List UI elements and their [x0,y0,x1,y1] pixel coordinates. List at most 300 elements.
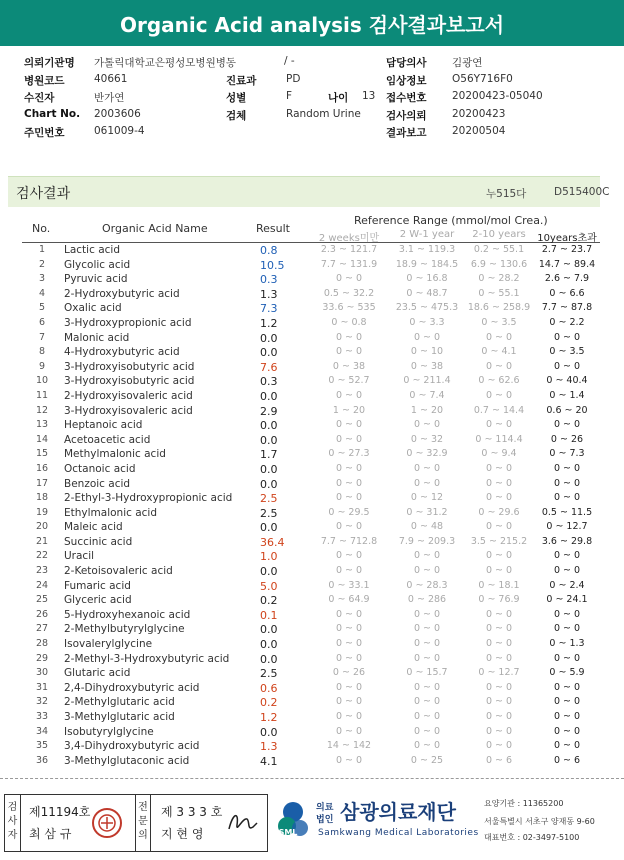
row-number: 20 [35,521,49,533]
info-row-4 [24,107,604,125]
row-number: 11 [35,389,49,401]
acid-name: 2-Ketoisovaleric acid [64,565,173,578]
ref-range-under-2-weeks: 0 ~ 0 [335,389,363,401]
table-row [22,301,600,316]
ref-range-2-10y: 0 ~ 28.2 [478,273,520,285]
ref-range-2-10y: 0 ~ 0 [485,638,513,650]
info-row-2 [24,72,604,90]
ref-range-over-10y: 0 ~ 0 [553,652,581,664]
ref-range-under-2-weeks: 14 ~ 142 [326,740,372,752]
info-label: 임상정보 [386,74,427,87]
table-row [22,418,600,433]
ref-range-title: Reference Range (mmol/mol Crea.) [354,214,548,227]
result-value: 0.0 [260,652,278,666]
ref-range-2-10y: 0 ~ 0 [485,608,513,620]
ref-range-under-2-weeks: 33.6 ~ 535 [322,302,376,314]
ref-range-under-2-weeks: 0 ~ 52.7 [328,375,370,387]
ref-range-2w-1y: 1 ~ 20 [410,404,444,416]
ref-range-2-10y: 0.2 ~ 55.1 [473,244,525,255]
row-number: 26 [35,608,49,620]
ref-range-2w-1y: 0 ~ 0 [413,740,441,752]
ref-range-under-2-weeks: 7.7 ~ 712.8 [320,535,378,547]
ref-range-over-10y: 0 ~ 0 [553,623,581,635]
result-value: 0.2 [260,594,278,608]
ref-range-over-10y: 0 ~ 0 [553,740,581,752]
row-number: 23 [35,565,49,577]
table-row [22,710,600,725]
table-row [22,404,600,419]
result-value: 7.3 [260,302,278,316]
ref-range-2-10y: 0 ~ 0 [485,652,513,664]
info-label: Chart No. [24,107,81,120]
org-address: 서울특별시 서초구 양재동 9-60 [484,817,595,826]
table-row [22,477,600,492]
acid-name: 2-Hydroxybutyric acid [64,287,180,300]
age-label: 나이 [328,92,349,104]
table-row [22,564,600,579]
ref-range-under-2-weeks: 0 ~ 0 [335,652,363,664]
ref-range-2w-1y: 0 ~ 286 [407,594,447,606]
acid-name: Maleic acid [64,521,123,534]
ref-range-2-10y: 0 ~ 0 [485,740,513,752]
info-label: 결과보고 [386,127,427,139]
ref-range-under-2-weeks: 0 ~ 0 [335,331,363,343]
row-number: 8 [38,346,46,358]
ref-range-2-10y: 0 ~ 6 [485,754,513,766]
report-title-bar [0,0,624,46]
ref-range-2w-1y: 18.9 ~ 184.5 [395,258,459,270]
table-row [22,258,600,273]
ref-range-under-2-weeks: 0 ~ 26 [332,667,366,679]
info-label: 검체 [226,109,247,122]
row-number: 19 [35,506,49,518]
ref-range-over-10y: 0 ~ 0 [553,550,581,562]
ref-range-2w-1y: 0 ~ 25 [410,754,444,766]
ref-range-under-2-weeks: 0 ~ 0 [335,754,363,766]
table-row [22,695,600,710]
result-value: 0.3 [260,375,278,389]
ref-range-over-10y: 2.7 ~ 23.7 [541,244,593,255]
info-label: 성별 [226,92,247,104]
row-number: 17 [35,477,49,489]
table-row [22,374,600,389]
table-row [22,549,600,564]
ref-range-under-2-weeks: 0 ~ 0 [335,565,363,577]
ref-range-over-10y: 0 ~ 0 [553,608,581,620]
info-value: 가톨릭대학교은평성모병원병동 [94,57,237,69]
ref-range-2-10y: 18.6 ~ 258.9 [467,302,531,314]
ref-range-2w-1y: 0 ~ 0 [413,696,441,708]
seal-stamp [91,803,123,843]
ref-range-over-10y: 0 ~ 0 [553,360,581,372]
info-value: 반가연 [94,92,125,104]
signature-scribble [225,807,261,837]
row-number: 9 [38,360,46,372]
acid-name: 3-Methylglutaric acid [64,711,175,723]
ref-range-2w-1y: 0 ~ 16.8 [406,273,448,285]
ref-range-2-10y: 0 ~ 0 [485,623,513,635]
ref-range-2-10y: 0 ~ 12.7 [478,667,520,679]
table-row [22,243,600,258]
ref-range-2w-1y: 0 ~ 0 [413,638,441,650]
acid-name: Lactic acid [64,244,120,256]
ref-range-over-10y: 7.7 ~ 87.8 [541,302,593,314]
result-value: 1.3 [260,287,278,301]
ref-range-over-10y: 0 ~ 12.7 [546,521,588,533]
acid-name: Acetoacetic acid [64,433,151,446]
acid-name: 2-Hydroxyisovaleric acid [64,389,193,402]
result-value: 0.0 [260,462,278,476]
info-value: 061009-4 [94,125,145,137]
row-number: 34 [35,725,49,737]
patient-info [24,54,604,142]
row-number: 30 [35,667,49,679]
ref-range-over-10y: 3.6 ~ 29.8 [541,535,593,547]
ref-range-2-10y: 0 ~ 62.6 [478,375,520,387]
row-number: 3 [38,273,46,285]
ref-range-2w-1y: 0 ~ 32.9 [406,448,448,460]
col-result-header: Result [256,222,290,235]
info-label: 의뢰기관명 [24,57,75,69]
section-title: 검사결과 [16,186,71,202]
ref-range-over-10y: 0 ~ 2.2 [549,316,585,328]
ref-range-over-10y: 0 ~ 24.1 [546,594,588,606]
table-row [22,389,600,404]
table-row [22,593,600,608]
result-value: 1.2 [260,316,278,330]
row-number: 21 [35,535,49,547]
acid-name: 4-Hydroxybutyric acid [64,346,180,359]
ref-range-2w-1y: 0 ~ 31.2 [406,506,448,518]
result-value: 5.0 [260,579,278,593]
ref-range-over-10y: 0 ~ 0 [553,419,581,431]
acid-name: 3-Hydroxyisobutyric acid [64,360,195,373]
ref-range-under-2-weeks: 0 ~ 0 [335,608,363,620]
result-value: 0.0 [260,565,278,579]
ref-range-over-10y: 0 ~ 1.4 [549,389,585,401]
ref-range-2w-1y: 0 ~ 0 [413,565,441,577]
result-value: 0.2 [260,696,278,710]
ref-range-over-10y: 0 ~ 7.3 [549,448,585,460]
ref-range-2-10y: 0 ~ 3.5 [481,316,517,328]
results-section-bar [8,176,610,207]
ref-range-under-2-weeks: 0 ~ 27.3 [328,448,370,460]
ref-range-over-10y: 0 ~ 0 [553,477,581,489]
info-value: 김광연 [452,57,483,69]
ref-range-2w-1y: 0 ~ 10 [410,346,444,358]
ref-range-over-10y: 0 ~ 3.5 [549,346,585,358]
acid-name: 2-Methyl-3-Hydroxybutyric acid [64,652,230,665]
row-number: 22 [35,550,49,562]
row-number: 18 [35,492,49,504]
acid-name: Isovalerylglycine [64,638,153,651]
ref-range-2w-1y: 0 ~ 0 [413,652,441,664]
table-row [22,520,600,535]
acid-name: 3,4-Dihydroxybutyric acid [64,740,200,753]
result-value: 2.5 [260,506,278,520]
ref-range-over-10y: 0 ~ 0 [553,331,581,343]
ref-range-over-10y: 14.7 ~ 89.4 [538,258,596,270]
ref-col-header: 2 weeks미만 [318,233,380,244]
ref-range-2w-1y: 0 ~ 0 [413,623,441,635]
ref-range-under-2-weeks: 0 ~ 64.9 [328,594,370,606]
ref-range-2-10y: 0 ~ 0 [485,550,513,562]
ref-range-2w-1y: 0 ~ 211.4 [403,375,451,387]
result-value: 0.0 [260,433,278,447]
ref-range-over-10y: 0 ~ 26 [550,433,584,445]
ref-range-2-10y: 0 ~ 0 [485,360,513,372]
result-value: 0.3 [260,273,278,287]
table-row [22,739,600,754]
signature-box [4,794,268,852]
row-number: 16 [35,462,49,474]
ref-range-under-2-weeks: 1 ~ 20 [332,404,366,416]
table-row [22,506,600,521]
ref-range-over-10y: 0 ~ 1.3 [549,638,585,650]
result-value: 2.9 [260,404,278,418]
acid-name: Pyruvic acid [64,273,128,286]
table-row [22,272,600,287]
table-body [22,243,600,768]
result-value: 1.2 [260,711,278,724]
acid-name: 2,4-Dihydroxybutyric acid [64,681,200,694]
info-row-1 [24,54,604,72]
ref-range-2-10y: 0.7 ~ 14.4 [473,404,525,416]
corp-label: 의료 [316,803,334,813]
ref-range-2w-1y: 0 ~ 3.3 [409,316,445,328]
row-number: 1 [38,244,46,255]
info-label: 접수번호 [386,92,427,104]
ref-range-2-10y: 3.5 ~ 215.2 [470,535,528,547]
table-row [22,579,600,594]
ref-range-2-10y: 0 ~ 0 [485,331,513,343]
table-row [22,652,600,667]
ref-range-under-2-weeks: 0.5 ~ 32.2 [323,287,375,299]
acid-name: Octanoic acid [64,462,136,475]
age-value: 13 [362,90,376,102]
ward-value: / - [284,55,295,67]
ref-range-2w-1y: 0 ~ 0 [413,477,441,489]
ref-range-over-10y: 0 ~ 6.6 [549,287,585,299]
table-row [22,491,600,506]
row-number: 6 [38,316,46,328]
ref-range-2w-1y: 0 ~ 0 [413,550,441,562]
ref-range-2-10y: 0 ~ 76.9 [478,594,520,606]
ref-range-under-2-weeks: 2.3 ~ 121.7 [320,244,378,255]
info-value: 2003606 [94,107,141,120]
ref-range-2w-1y: 0 ~ 0 [413,419,441,431]
acid-name: Heptanoic acid [64,419,143,432]
ref-range-under-2-weeks: 0 ~ 0 [335,681,363,693]
org-name-en: Samkwang Medical Laboratories [318,828,479,838]
table-header [22,212,600,243]
ref-range-over-10y: 0 ~ 0 [553,696,581,708]
result-value: 0.0 [260,477,278,491]
checker-label: 검사자 [5,795,21,851]
table-row [22,287,600,302]
ref-range-2-10y: 0 ~ 114.4 [475,433,523,445]
row-number: 36 [35,754,49,766]
table-row [22,754,600,769]
result-value: 10.5 [260,258,285,272]
ref-range-under-2-weeks: 0 ~ 0 [335,273,363,285]
row-number: 28 [35,638,49,650]
ref-range-under-2-weeks: 0 ~ 0 [335,346,363,358]
info-row-3 [24,89,604,107]
checker-name: 최 삼 규 [29,827,72,841]
ref-col-header: 2-10 years [472,229,526,240]
ref-range-2w-1y: 0 ~ 0 [413,681,441,693]
result-value: 4.1 [260,754,278,768]
acid-name: 3-Methylglutaconic acid [64,754,190,767]
reviewer-label: 전문의 [135,795,151,851]
acid-name: Succinic acid [64,535,133,548]
col-no-header: No. [32,222,51,235]
row-number: 12 [35,404,49,416]
ref-range-2-10y: 0 ~ 0 [485,696,513,708]
ref-range-2w-1y: 0 ~ 0 [413,725,441,737]
acid-name: 2-Ethyl-3-Hydroxypropionic acid [64,492,233,505]
ref-range-2-10y: 0 ~ 55.1 [478,287,520,299]
acid-name: Isobutyrylglycine [64,725,154,738]
ref-range-2w-1y: 3.1 ~ 119.3 [398,244,456,255]
info-value: 20200423-05040 [452,90,543,102]
ref-col-header: 2 W-1 year [399,229,455,240]
ref-range-over-10y: 0 ~ 6 [553,754,581,766]
acid-name: Oxalic acid [64,302,122,315]
info-value: PD [286,72,301,85]
result-value: 0.0 [260,389,278,403]
row-number: 5 [38,302,46,314]
org-registration: 요양기관 : 11365200 [484,799,564,808]
ref-range-2w-1y: 7.9 ~ 209.3 [398,535,456,547]
table-row [22,608,600,623]
acid-name: 2-Methylbutyrylglycine [64,623,185,636]
table-row [22,360,600,375]
org-phone: 대표번호 : 02-3497-5100 [484,833,580,842]
ref-range-2-10y: 0 ~ 0 [485,419,513,431]
acid-name: 5-Hydroxyhexanoic acid [64,608,191,621]
ref-range-under-2-weeks: 0 ~ 0 [335,419,363,431]
acid-name: Ethylmalonic acid [64,506,158,519]
ref-range-2-10y: 0 ~ 0 [485,389,513,401]
report-title: Organic Acid analysis 검사결과보고서 [119,12,505,37]
table-row [22,681,600,696]
table-row [22,535,600,550]
ref-range-under-2-weeks: 0 ~ 0 [335,725,363,737]
ref-range-under-2-weeks: 0 ~ 0 [335,638,363,650]
info-label: 병원코드 [24,74,65,87]
row-number: 27 [35,623,49,635]
info-label: 담당의사 [386,57,427,69]
info-row-5 [24,124,604,142]
ref-range-over-10y: 2.6 ~ 7.9 [544,273,590,285]
ref-range-2-10y: 0 ~ 4.1 [481,346,517,358]
row-number: 7 [38,331,46,343]
ref-range-over-10y: 0 ~ 0 [553,681,581,693]
info-value: 40661 [94,72,128,85]
ref-range-2-10y: 0 ~ 29.6 [478,506,520,518]
checker-license: 제11194호 [29,805,91,819]
row-number: 4 [38,287,46,299]
ref-range-2w-1y: 0 ~ 7.4 [409,389,445,401]
ref-range-over-10y: 0 ~ 0 [553,711,581,722]
info-value: F [286,90,293,102]
acid-name: Uracil [64,550,95,563]
acid-name: Malonic acid [64,331,130,344]
row-number: 10 [35,375,49,387]
ref-range-2w-1y: 0 ~ 48 [410,521,444,533]
ref-range-over-10y: 0 ~ 0 [553,565,581,577]
result-value: 36.4 [260,535,285,549]
ref-range-over-10y: 0 ~ 0 [553,492,581,504]
row-number: 15 [35,448,49,460]
ref-range-under-2-weeks: 0 ~ 0 [335,550,363,562]
col-name-header: Organic Acid Name [102,222,208,235]
row-number: 14 [35,433,49,445]
ref-range-over-10y: 0 ~ 0 [553,725,581,737]
result-value: 0.8 [260,244,278,257]
result-value: 0.6 [260,681,278,695]
results-table [22,212,600,768]
ref-range-2-10y: 0 ~ 0 [485,477,513,489]
ref-range-under-2-weeks: 0 ~ 0 [335,433,363,445]
reviewer-name: 지 현 영 [161,827,204,841]
info-value: O56Y716F0 [452,72,513,85]
info-label: 검사의뢰 [386,109,427,122]
ref-range-2-10y: 0 ~ 0 [485,521,513,533]
ref-range-2w-1y: 0 ~ 12 [410,492,444,504]
info-value: 20200504 [452,125,506,137]
table-row [22,316,600,331]
table-row [22,637,600,652]
result-value: 2.5 [260,492,278,506]
info-label: 주민번호 [24,127,65,139]
result-value: 0.1 [260,608,278,622]
reviewer-license: 제 3 3 3 호 [161,805,223,819]
table-row [22,345,600,360]
result-value: 0.0 [260,419,278,433]
row-number: 2 [38,258,46,270]
acid-name: Glyceric acid [64,594,132,607]
ref-range-under-2-weeks: 0 ~ 29.5 [328,506,370,518]
row-number: 33 [35,711,49,722]
ref-range-2-10y: 0 ~ 9.4 [481,448,517,460]
table-row [22,447,600,462]
ref-range-over-10y: 0 ~ 40.4 [546,375,588,387]
ref-range-2w-1y: 0 ~ 0 [413,711,441,722]
info-label: 진료과 [226,74,257,87]
logo-text: SML [278,828,298,837]
result-value: 2.5 [260,667,278,681]
ref-range-2-10y: 6.9 ~ 130.6 [470,258,528,270]
section-code: D515400C [554,186,610,198]
row-number: 29 [35,652,49,664]
ref-range-over-10y: 0.5 ~ 11.5 [541,506,593,518]
table-row [22,666,600,681]
ref-range-over-10y: 0 ~ 0 [553,462,581,474]
ref-range-under-2-weeks: 0 ~ 0 [335,462,363,474]
row-number: 32 [35,696,49,708]
info-value: 20200423 [452,107,506,120]
acid-name: Fumaric acid [64,579,131,592]
ref-range-2w-1y: 0 ~ 0 [413,331,441,343]
ref-range-2w-1y: 0 ~ 38 [410,360,444,372]
table-row [22,622,600,637]
ref-range-2-10y: 0 ~ 18.1 [478,579,520,591]
ref-range-2-10y: 0 ~ 0 [485,565,513,577]
ref-range-under-2-weeks: 0 ~ 0 [335,711,363,722]
